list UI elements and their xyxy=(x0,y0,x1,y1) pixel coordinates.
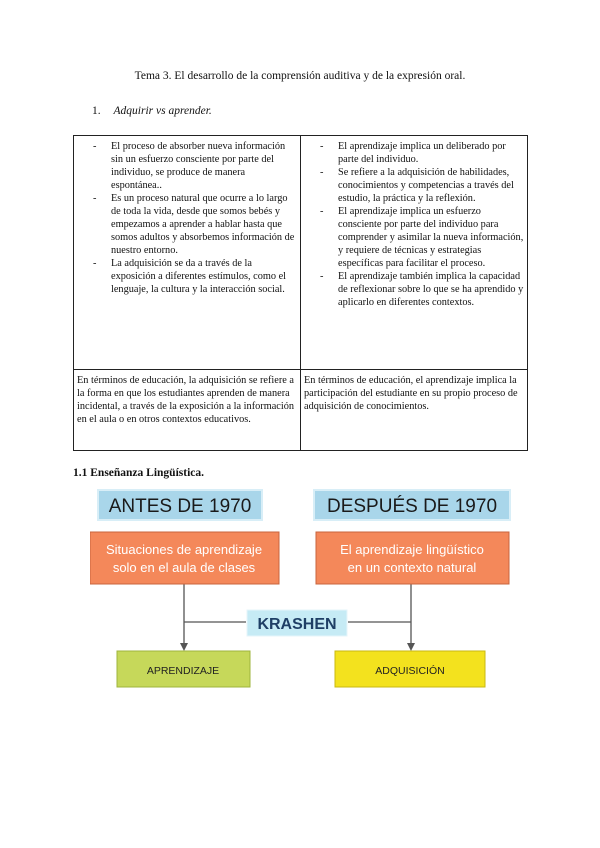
section-heading-adquirir xyxy=(92,105,212,117)
diagram-canvas xyxy=(90,484,517,700)
list-item: - Se refiere a la adquisición de habilidades, conocimientos y competencias a través del estudio, la práctica y la reflexión. xyxy=(304,166,524,205)
table-cell-aprendizaje-points xyxy=(301,136,528,370)
section-label: Adquirir vs aprender. xyxy=(113,105,212,117)
bullet-list-adquisicion xyxy=(77,140,297,296)
list-item: - El proceso de absorber nueva información sin un esfuerzo consciente por parte del individuo, se produce de manera espontánea.. xyxy=(77,140,297,192)
header-antes: ANTES DE 1970 xyxy=(108,496,252,517)
context-natural-line1: El aprendizaje lingüístico xyxy=(340,542,484,557)
table-cell-aprendizaje-summary: En términos de educación, el aprendizaje implica la participación del estudiante en su propio proceso de adquisición de conocimientos. xyxy=(301,370,528,451)
table-row xyxy=(74,136,528,370)
krashen-diagram xyxy=(90,484,517,700)
context-box-natural xyxy=(316,532,509,584)
context-aula-line1: Situaciones de aprendizaje xyxy=(105,542,263,557)
section-number: 1. xyxy=(92,105,101,117)
table-cell-adquisicion-points xyxy=(74,136,301,370)
context-natural-line2: en un contexto natural xyxy=(347,560,477,575)
table-row xyxy=(74,370,528,451)
header-despues: DESPUÉS DE 1970 xyxy=(326,496,498,517)
list-item: - El aprendizaje implica un esfuerzo consciente por parte del individuo para comprender y asimilar la nueva información, y requiere de técnicas y estrategias específicas para facilitar el proceso. xyxy=(304,205,524,270)
list-item: - La adquisición se da a través de la exposición a diferentes estímulos, como el lenguaje, la cultura y la interacción social. xyxy=(77,257,297,296)
section-heading-ensenanza: 1.1 Enseñanza Lingüística. xyxy=(73,467,204,479)
context-aula-line2: solo en el aula de clases xyxy=(112,560,256,575)
comparison-table xyxy=(73,135,528,451)
result-aprendizaje: APRENDIZAJE xyxy=(146,665,220,677)
list-item: - El aprendizaje implica un deliberado por parte del individuo. xyxy=(304,140,524,166)
krashen-label: KRASHEN xyxy=(257,616,337,633)
list-item: - El aprendizaje también implica la capacidad de reflexionar sobre lo que se ha aprendido y aplicarlo en diferentes contextos. xyxy=(304,270,524,309)
list-item: - Es un proceso natural que ocurre a lo largo de toda la vida, desde que somos bebés y empezamos a aprender a hablar hasta que somos adultos y absorbemos información de nuestro entorno. xyxy=(77,192,297,257)
page-title: Tema 3. El desarrollo de la comprensión auditiva y de la expresión oral. xyxy=(134,70,466,82)
context-box-aula xyxy=(90,532,279,584)
table-cell-adquisicion-summary: En términos de educación, la adquisición se refiere a la forma en que los estudiantes aprenden de manera incidental, a través de la exposición a la información en el aula o en otros contextos educativos. xyxy=(74,370,301,451)
bullet-list-aprendizaje xyxy=(304,140,524,309)
result-adquisicion: ADQUISICIÓN xyxy=(375,665,445,677)
